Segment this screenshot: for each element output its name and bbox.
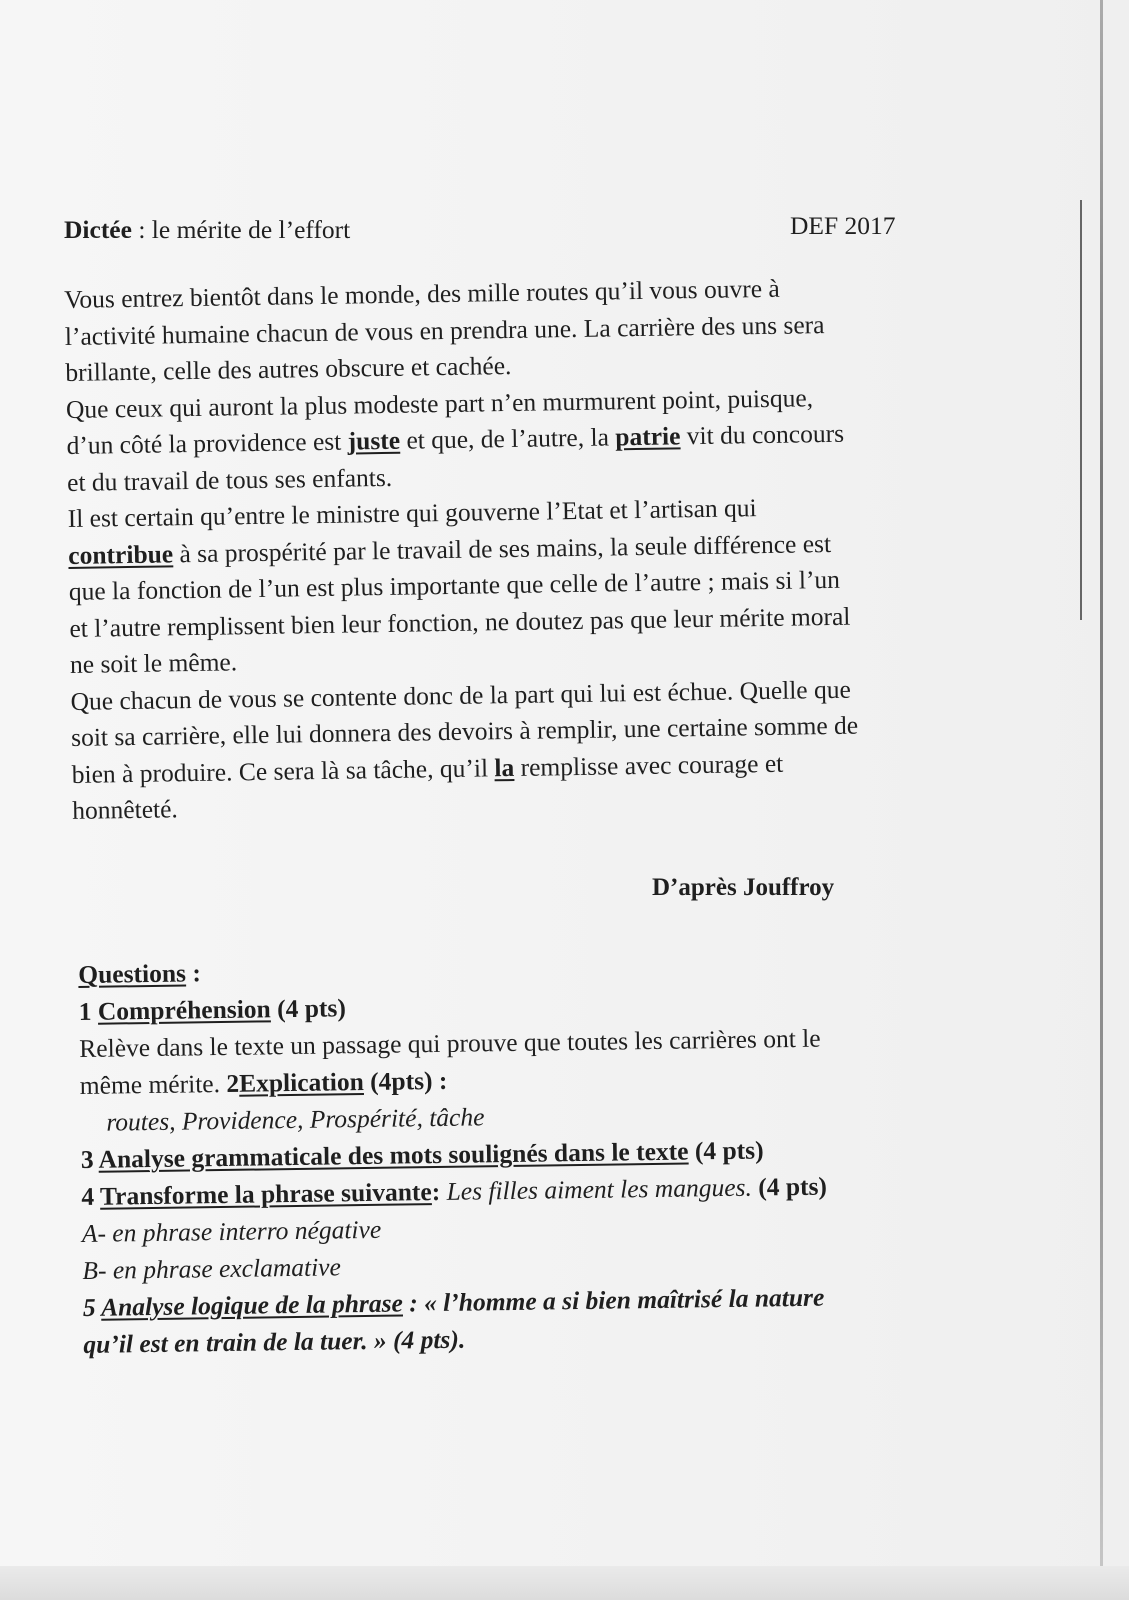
dictee-title bbox=[64, 212, 964, 249]
question-4-option-b: B- en phrase exclamative bbox=[82, 1252, 342, 1285]
question-number: 5 bbox=[82, 1292, 102, 1322]
underlined-word-contribue: contribue bbox=[68, 538, 174, 570]
question-number: 1 bbox=[78, 996, 99, 1026]
dictee-line: Vous entrez bientôt dans le monde, des mille routes qu’il vous ouvre à bbox=[64, 273, 780, 314]
exam-code: DEF 2017 bbox=[790, 211, 896, 240]
question-1-points: (4 pts) bbox=[270, 993, 347, 1024]
question-4-colon: : bbox=[431, 1176, 447, 1207]
questions-section bbox=[78, 946, 829, 1363]
dictee-line: et du travail de tous ses enfants. bbox=[66, 462, 393, 497]
question-5-text: : « l’homme a si bien maîtrisé la nature bbox=[402, 1282, 825, 1318]
dictee-text-part: vit du concours bbox=[680, 418, 845, 451]
dictee-line: et l’autre remplissent bien leur fonction, ne doutez pas que leur mérite moral bbox=[69, 601, 851, 643]
dictee-line: soit sa carrière, elle lui donnera des devoirs à remplir, une certaine somme de bbox=[70, 710, 859, 752]
question-3-title: Analyse grammaticale des mots soulignés dans le texte bbox=[98, 1136, 689, 1174]
question-2-title: Explication bbox=[238, 1067, 364, 1098]
question-2-points: (4pts) : bbox=[363, 1065, 448, 1097]
page-edge-right bbox=[1100, 0, 1103, 1580]
question-4-option-a: A- en phrase interro négative bbox=[81, 1214, 382, 1248]
question-3-points: (4 pts) bbox=[688, 1135, 764, 1166]
dictee-line: brillante, celle des autres obscure et cachée. bbox=[65, 350, 512, 387]
question-5-title: Analyse logique de la phrase bbox=[100, 1288, 404, 1322]
dictee-line: Il est certain qu’entre le ministre qui gouverne l’Etat et l’artisan qui bbox=[67, 493, 757, 533]
dictee-line: Que ceux qui auront la plus modeste part n’en murmurent point, puisque, bbox=[65, 382, 814, 424]
question-2-words: routes, Providence, Prospérité, tâche bbox=[106, 1102, 485, 1137]
question-number: 4 bbox=[81, 1181, 101, 1211]
dictee-line: l’activité humaine chacun de vous en prendra une. La carrière des uns sera bbox=[64, 309, 825, 351]
page-edge-bottom bbox=[0, 1566, 1129, 1600]
question-4-title: Transforme la phrase suivante bbox=[99, 1177, 432, 1211]
dictee-text-part: remplisse avec courage et bbox=[514, 748, 784, 782]
dictee-text-part: bien à produire. Ce sera là sa tâche, qu’il bbox=[71, 752, 495, 789]
question-1-text: Relève dans le texte un passage qui prouve que toutes les carrières ont le bbox=[79, 1023, 821, 1063]
dictee-line: ne soit le même. bbox=[69, 647, 238, 679]
dictee-title-text: : le mérite de l’effort bbox=[131, 215, 351, 244]
underlined-word-juste: juste bbox=[347, 425, 401, 456]
question-1-text-end: même mérite. bbox=[79, 1068, 227, 1100]
dictee-text-part: d’un côté la providence est bbox=[66, 426, 348, 460]
question-4-points: (4 pts) bbox=[751, 1171, 828, 1202]
underlined-word-la: la bbox=[494, 752, 515, 782]
scan-edge-mark bbox=[1080, 200, 1082, 620]
question-4-sentence: Les filles aiment les mangues. bbox=[446, 1172, 753, 1206]
questions-heading-colon: : bbox=[185, 958, 202, 988]
dictee-line: Que chacun de vous se contente donc de la part qui lui est échue. Quelle que bbox=[70, 674, 852, 716]
underlined-word-patrie: patrie bbox=[615, 421, 681, 452]
dictee-text-part: et que, de l’autre, la bbox=[399, 422, 616, 455]
dictee-label: Dictée bbox=[64, 215, 132, 244]
author-credit: D’après Jouffroy bbox=[652, 874, 835, 901]
question-number: 3 bbox=[80, 1144, 99, 1174]
dictee-line: que la fonction de l’un est plus importante que celle de l’autre ; mais si l’un bbox=[68, 564, 841, 606]
question-5-text-2: qu’il est en train de la tuer. » (4 pts). bbox=[83, 1324, 466, 1359]
dictee-line: honnêteté. bbox=[72, 794, 179, 825]
dictee-text bbox=[64, 270, 860, 830]
question-number: 2 bbox=[226, 1068, 240, 1098]
question-1-title: Compréhension bbox=[97, 994, 271, 1026]
dictee-text-part: à sa prospérité par le travail de ses mains, la seule différence est bbox=[172, 528, 832, 568]
questions-heading-text: Questions bbox=[78, 958, 187, 989]
